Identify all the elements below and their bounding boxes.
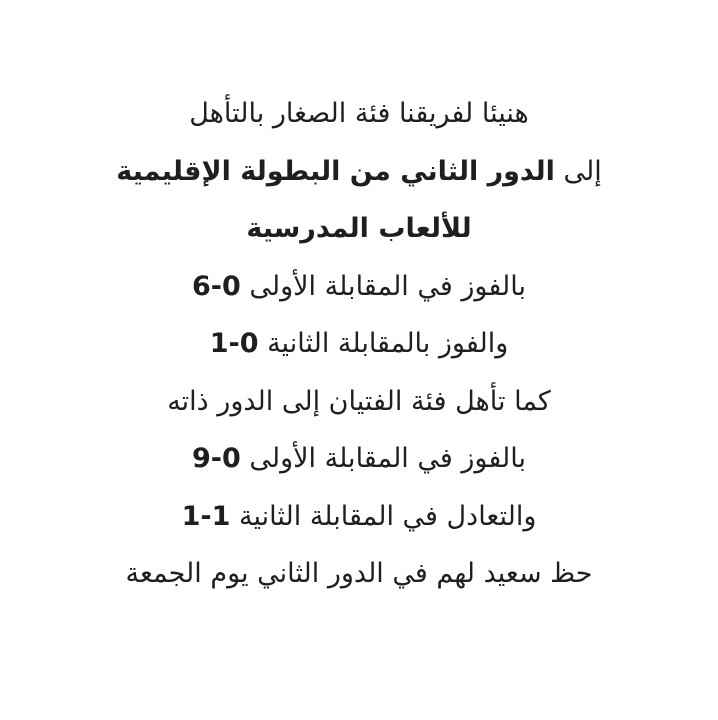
juniors-match-2-text: والفوز بالمقابلة الثانية (267, 328, 509, 359)
to-prefix: إلى (563, 155, 602, 187)
line-juniors-match-2 (0, 315, 718, 373)
line-boys-match-2 (0, 488, 718, 546)
school-games-title: للألعاب المدرسية (246, 213, 472, 244)
line-congrats (0, 85, 718, 143)
boys-match-1-score: 9-0 (192, 443, 241, 474)
juniors-match-1-text: بالفوز في المقابلة الأولى (249, 270, 526, 302)
boys-match-2-text: والتعادل في المقابلة الثانية (239, 500, 537, 532)
line-boys-qualified (0, 373, 718, 431)
good-luck-text: حظ سعيد لهم في الدور الثاني يوم الجمعة (125, 558, 593, 589)
line-school-games (0, 200, 718, 258)
second-round-title: الدور الثاني من البطولة الإقليمية (116, 155, 555, 187)
congrats-text: هنيئا لفريقنا فئة الصغار بالتأهل (189, 98, 529, 129)
line-boys-match-1 (0, 430, 718, 488)
juniors-match-1-score: 6-0 (192, 270, 241, 302)
line-second-round (0, 143, 718, 201)
boys-qualified-text: كما تأهل فئة الفتيان إلى الدور ذاته (167, 385, 551, 417)
boys-match-2-score: 1-1 (181, 500, 231, 532)
line-juniors-match-1 (0, 258, 718, 316)
juniors-match-2-score: 1-0 (209, 328, 259, 359)
announcement-text (0, 85, 718, 603)
line-good-luck (0, 545, 718, 603)
boys-match-1-text: بالفوز في المقابلة الأولى (249, 443, 526, 474)
